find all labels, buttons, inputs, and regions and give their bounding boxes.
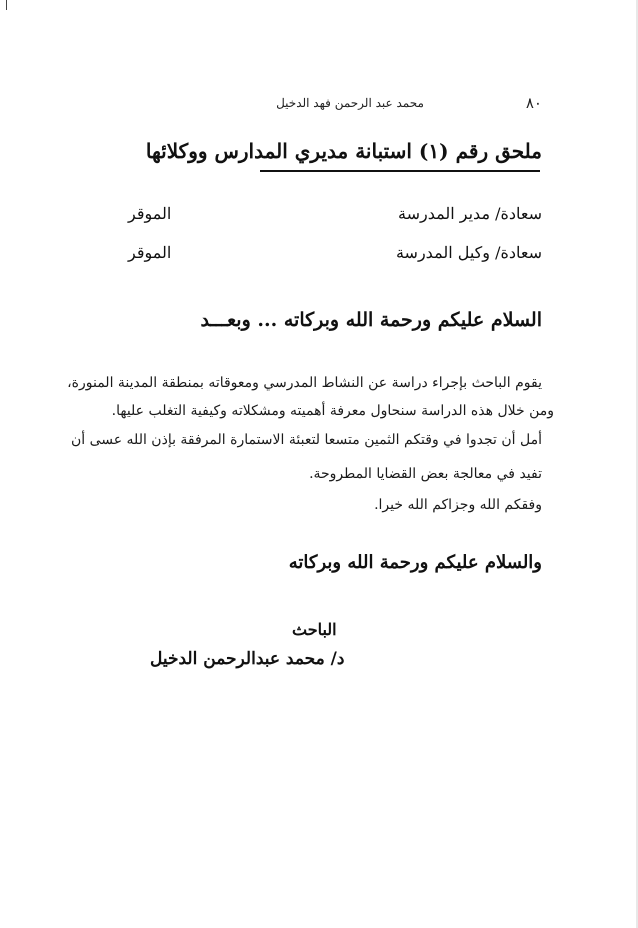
signature-name: د/ محمد عبدالرحمن الدخيل — [150, 649, 345, 669]
title-underline — [260, 170, 540, 172]
honorific-vice-principal: الموقر — [128, 243, 172, 262]
signature-role: الباحث — [292, 620, 337, 639]
honorific-principal: الموقر — [128, 204, 172, 223]
body-line: تفيد في معالجة بعض القضايا المطروحة. — [309, 466, 542, 482]
page-number: ٨٠ — [525, 94, 542, 112]
running-header-author: محمد عبد الرحمن فهد الدخيل — [276, 96, 424, 110]
addressee-vice-principal: سعادة/ وكيل المدرسة — [395, 243, 542, 262]
addressee-principal: سعادة/ مدير المدرسة — [398, 204, 542, 223]
closing-greeting: والسلام عليكم ورحمة الله وبركاته — [288, 552, 542, 573]
body-line: يقوم الباحث بإجراء دراسة عن النشاط المدرسي ومعوقاته بمنطقة المدينة المنورة، — [67, 375, 542, 391]
scan-mark — [6, 0, 7, 10]
opening-greeting: السلام عليكم ورحمة الله وبركاته ... وبعـــد — [200, 309, 542, 331]
body-line: وفقكم الله وجزاكم الله خيرا. — [374, 497, 542, 513]
body-line: أمل أن تجدوا في وقتكم الثمين متسعا لتعبئة الاستمارة المرفقة بإذن الله عسى أن — [70, 432, 542, 448]
appendix-title: ملحق رقم (١) استبانة مديري المدارس ووكلائها — [145, 139, 542, 163]
body-line: ومن خلال هذه الدراسة سنحاول معرفة أهميته ومشكلاته وكيفية التغلب عليها. — [111, 403, 554, 419]
